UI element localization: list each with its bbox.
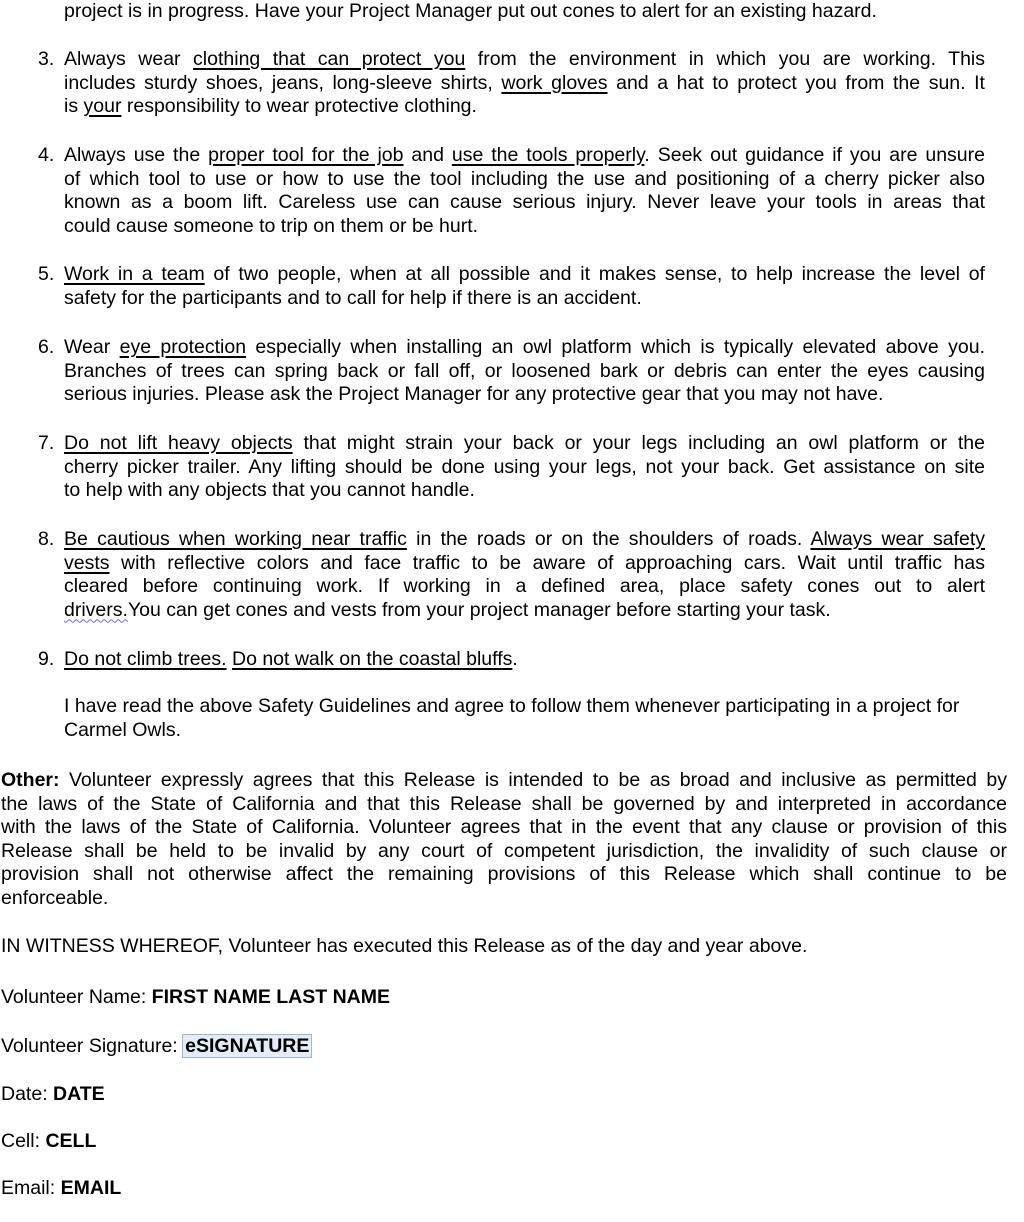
other-line: Release shall be held to be invalid by any court of competent jurisdiction, the invalidity of such clause or [1,839,1007,862]
item-underlined-text: use the tools properly [451,144,645,166]
item-line: of which tool to use or how to use the tool including the use and positioning of a cherry picker also [64,167,985,190]
item-underlined-text: eye protection [119,336,247,358]
item-underlined-text: work gloves [501,71,608,94]
item-underlined-text: Be cautious when working near traffic [64,528,407,550]
list-item-8 [38,528,985,622]
list-number: 6. [38,336,55,358]
item-underlined-text: Always wear safety [810,528,985,550]
item-text: that might strain your back or your legs including an owl platform or the [292,432,985,454]
field-label: Volunteer Name: [1,986,152,1008]
item-text: of two people, when at all possible and it makes sense, to help increase the level of [204,263,985,285]
item-line: serious injuries. Please ask the Project Manager for any protective gear that you may not have. [64,383,884,405]
field-label: Email: [1,1177,61,1199]
agreement-line: Carmel Owls. [64,718,182,741]
esignature-placeholder[interactable]: eSIGNATURE [185,1035,310,1057]
item-line: Branches of trees can spring back or fall off, or loosened bark or debris can enter the eyes causing [64,359,985,382]
item-line [64,48,985,72]
list-number: 9. [38,648,55,670]
list-number: 5. [38,263,55,285]
list-item-9 [38,648,985,672]
field-label: Volunteer Signature: [1,1035,184,1057]
other-text: Volunteer expressly agrees that this Release is intended to be as broad and inclusive as permitted by [59,769,1007,791]
date-value[interactable]: DATE [53,1083,105,1105]
item-line [64,599,985,623]
other-line: with the laws of the State of California. Volunteer agrees that in the event that any clause or provision of this [1,816,1007,838]
email-field [1,1177,121,1201]
item-text: includes sturdy shoes, jeans, long-sleeve shirts, [64,71,502,94]
item-text: You can get cones and vests from your project manager before starting your task. [127,598,831,621]
intro-tail [64,0,985,24]
volunteer-name-field [1,986,390,1010]
intro-tail-text: project is in progress. Have your Project Manager put out cones to alert for an existing hazard. [64,0,877,22]
item-text: and a hat to protect you from the sun. It [607,71,985,94]
item-text: in the roads or on the shoulders of roads. [406,528,811,550]
agreement-statement [64,695,1004,742]
item-text: responsibility to wear protective clothing. [121,95,477,117]
item-line [64,432,985,456]
item-line [64,72,985,96]
item-line [64,263,985,287]
other-line: enforceable. [1,886,109,909]
list-item-3 [38,48,985,119]
list-number: 7. [38,432,55,454]
list-number: 8. [38,528,55,550]
volunteer-name-value[interactable]: FIRST NAME LAST NAME [151,986,390,1008]
item-text: Wear [64,336,120,358]
item-underlined-text: Work in a team [64,263,205,285]
item-line: cherry picker trailer. Any lifting should be done using your legs, not your back. Get assistance on site [64,455,985,478]
item-line [64,648,985,672]
item-underlined-text: Do not walk on the coastal bluffs [231,648,513,670]
field-label: Date: [1,1083,54,1105]
field-label: Cell: [1,1130,46,1152]
other-line: provision shall not otherwise affect the remaining provisions of this Release which shall continue to be [1,863,1007,885]
item-text: is [64,95,84,117]
list-item-7 [38,432,985,503]
other-line [1,769,1007,793]
list-number: 3. [38,48,55,70]
agreement-line: I have read the above Safety Guidelines and agree to follow them whenever participating in a project for [64,695,960,717]
volunteer-signature-field [1,1035,311,1059]
item-line [64,95,985,119]
item-text: especially when installing an owl platform which is typically elevated above you. [246,336,985,358]
item-line: safety for the participants and to call for help if there is an accident. [64,286,642,309]
item-text: Always wear [64,48,194,70]
item-line [64,336,985,360]
item-line: could cause someone to trip on them or be hurt. [64,214,479,237]
item-text: and [403,144,452,166]
other-label: Other: [1,769,60,791]
item-line [64,144,985,168]
spellcheck-flagged-text[interactable]: drivers. [64,598,128,621]
item-underlined-text: Do not climb trees. [64,648,227,670]
item-text: . [512,648,518,670]
item-line: cleared before continuing work. If working in a defined area, place safety cones out to alert [64,575,985,597]
item-text: . Seek out guidance if you are unsure [644,144,985,166]
item-text: from the environment in which you are working. This [465,48,985,70]
item-underlined-text: proper tool for the job [208,144,404,166]
item-line [64,552,985,576]
cell-field [1,1130,96,1154]
item-text: with reflective colors and face traffic to be aware of approaching cars. Wait until traffic has [109,551,985,574]
item-line: known as a boom lift. Careless use can cause serious injury. Never leave your tools in areas that [64,191,985,213]
item-underlined-text: your [83,95,122,117]
list-number: 4. [38,144,55,166]
email-value[interactable]: EMAIL [60,1177,122,1199]
item-underlined-text: vests [64,551,110,574]
list-item-5 [38,263,985,310]
item-text: Always use the [64,144,209,166]
witness-statement: IN WITNESS WHEREOF, Volunteer has executed this Release as of the day and year above. [1,935,808,957]
item-line [64,528,985,552]
list-item-6 [38,336,985,407]
item-underlined-text: Do not lift heavy objects [64,432,293,454]
cell-value[interactable]: CELL [45,1130,97,1152]
other-line: the laws of the State of California and that this Release shall be governed by and interpreted in accordance [1,792,1007,815]
other-clause [1,769,1007,910]
item-line: to help with any objects that you cannot handle. [64,479,475,501]
date-field [1,1083,105,1107]
list-item-4 [38,144,985,238]
item-underlined-text: clothing that can protect you [193,48,466,70]
